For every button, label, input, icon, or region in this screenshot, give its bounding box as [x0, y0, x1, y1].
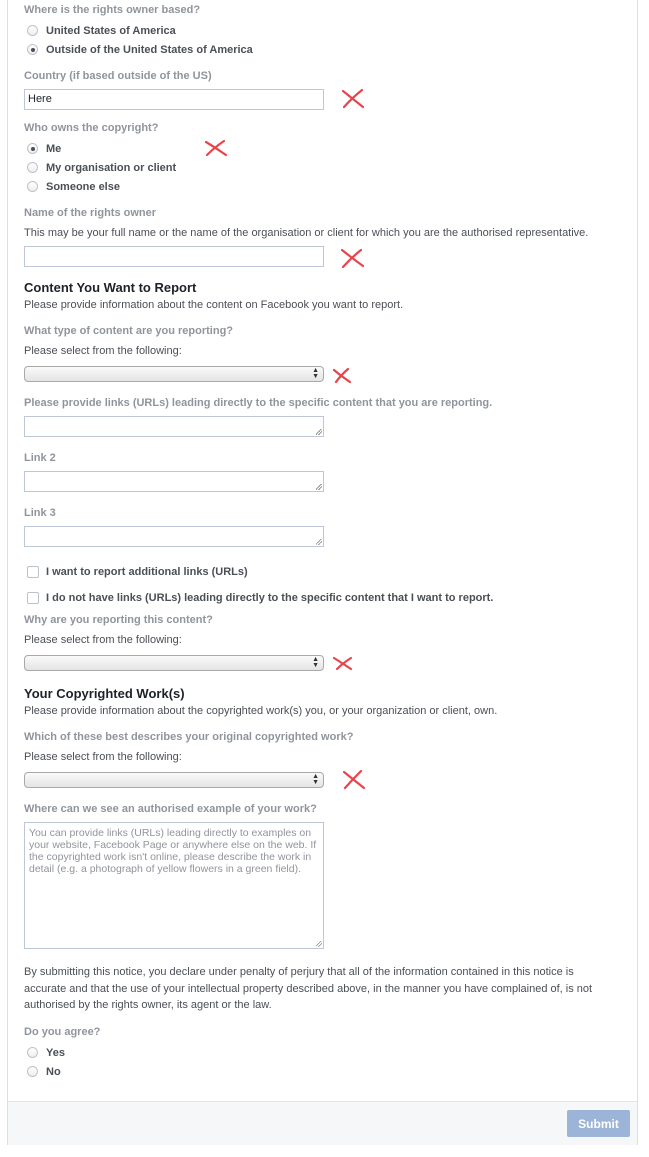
copyright-owner-question: Who owns the copyright?: [24, 122, 159, 134]
reason-help: Please select from the following:: [24, 634, 182, 646]
example-placeholder: You can provide links (URLs) leading directly to examples on your website, Facebook Page or anywhere else on the web. If the copyrighted work isn't online, please describe the work in detail (e.g. a photograph of yellow flowers in a green field).: [29, 827, 317, 875]
select-arrows-icon: ▲ ▼: [312, 367, 319, 380]
red-x-mark-icon: [342, 770, 366, 790]
select-arrows-icon: ▲ ▼: [312, 773, 319, 786]
perjury-disclaimer: By submitting this notice, you declare under penalty of perjury that all of the information contained in this notice is accurate and that the use of your intellectual property described above, in the manner you have complained of, is not authorised by the rights owner, its agent or the law.: [24, 966, 593, 1011]
work-section-description: Please provide information about the copyrighted work(s) you, or your organization or client, own.: [24, 705, 498, 717]
example-textarea[interactable]: [24, 822, 324, 949]
link3-input[interactable]: [24, 526, 324, 547]
radio-outside-usa-label[interactable]: Outside of the United States of America: [46, 44, 253, 56]
radio-me[interactable]: [27, 143, 38, 154]
content-type-select[interactable]: [24, 366, 324, 382]
link1-input[interactable]: [24, 416, 324, 437]
radio-usa[interactable]: [27, 25, 38, 36]
owner-name-input[interactable]: [24, 246, 324, 267]
owner-name-label: Name of the rights owner: [24, 207, 157, 219]
radio-outside-usa[interactable]: [27, 44, 38, 55]
work-section-heading: Your Copyrighted Work(s): [24, 686, 185, 701]
resize-grip-icon[interactable]: [316, 941, 322, 947]
resize-grip-icon[interactable]: [316, 484, 322, 490]
country-label: Country (if based outside of the US): [24, 70, 212, 82]
additional-links-checkbox[interactable]: [27, 566, 39, 578]
radio-organisation[interactable]: [27, 162, 38, 173]
radio-someone-else-label[interactable]: Someone else: [46, 181, 120, 193]
work-type-help: Please select from the following:: [24, 751, 182, 763]
links-label: Please provide links (URLs) leading directly to the specific content that you are reporting.: [24, 397, 493, 409]
content-section-heading: Content You Want to Report: [24, 280, 197, 295]
red-x-mark-icon: [204, 139, 228, 159]
example-label: Where can we see an authorised example of your work?: [24, 803, 317, 815]
content-type-help: Please select from the following:: [24, 345, 182, 357]
red-x-mark-icon: [332, 367, 352, 384]
submit-button[interactable]: Submit: [567, 1110, 630, 1137]
work-type-label: Which of these best describes your original copyrighted work?: [24, 731, 354, 743]
content-section-description: Please provide information about the content on Facebook you want to report.: [24, 299, 404, 311]
reason-label: Why are you reporting this content?: [24, 614, 213, 626]
select-arrows-icon: ▲ ▼: [312, 656, 319, 669]
radio-organisation-label[interactable]: My organisation or client: [46, 162, 177, 174]
content-type-label: What type of content are you reporting?: [24, 325, 234, 337]
radio-usa-label[interactable]: United States of America: [46, 25, 176, 37]
agree-question: Do you agree?: [24, 1026, 101, 1038]
red-x-mark-icon: [332, 655, 354, 671]
red-x-mark-icon: [341, 89, 365, 109]
link2-input[interactable]: [24, 471, 324, 492]
red-x-mark-icon: [340, 248, 364, 268]
link2-label: Link 2: [24, 452, 56, 464]
resize-grip-icon[interactable]: [316, 429, 322, 435]
radio-someone-else[interactable]: [27, 181, 38, 192]
no-links-checkbox[interactable]: [27, 592, 39, 604]
work-type-select[interactable]: [24, 772, 324, 788]
reason-select[interactable]: [24, 655, 324, 671]
owner-location-question: Where is the rights owner based?: [24, 4, 201, 16]
radio-yes[interactable]: [27, 1047, 38, 1058]
radio-me-label[interactable]: Me: [46, 143, 62, 155]
form-footer: [8, 1101, 637, 1145]
owner-name-help: This may be your full name or the name of the organisation or client for which you are the authorised representative.: [24, 227, 589, 239]
radio-yes-label[interactable]: Yes: [46, 1047, 65, 1059]
no-links-label[interactable]: I do not have links (URLs) leading directly to the specific content that I want to report.: [46, 592, 494, 604]
radio-no-label[interactable]: No: [46, 1066, 61, 1078]
radio-no[interactable]: [27, 1066, 38, 1077]
resize-grip-icon[interactable]: [316, 539, 322, 545]
country-input[interactable]: Here: [24, 89, 324, 110]
link3-label: Link 3: [24, 507, 56, 519]
additional-links-label[interactable]: I want to report additional links (URLs): [46, 566, 248, 578]
